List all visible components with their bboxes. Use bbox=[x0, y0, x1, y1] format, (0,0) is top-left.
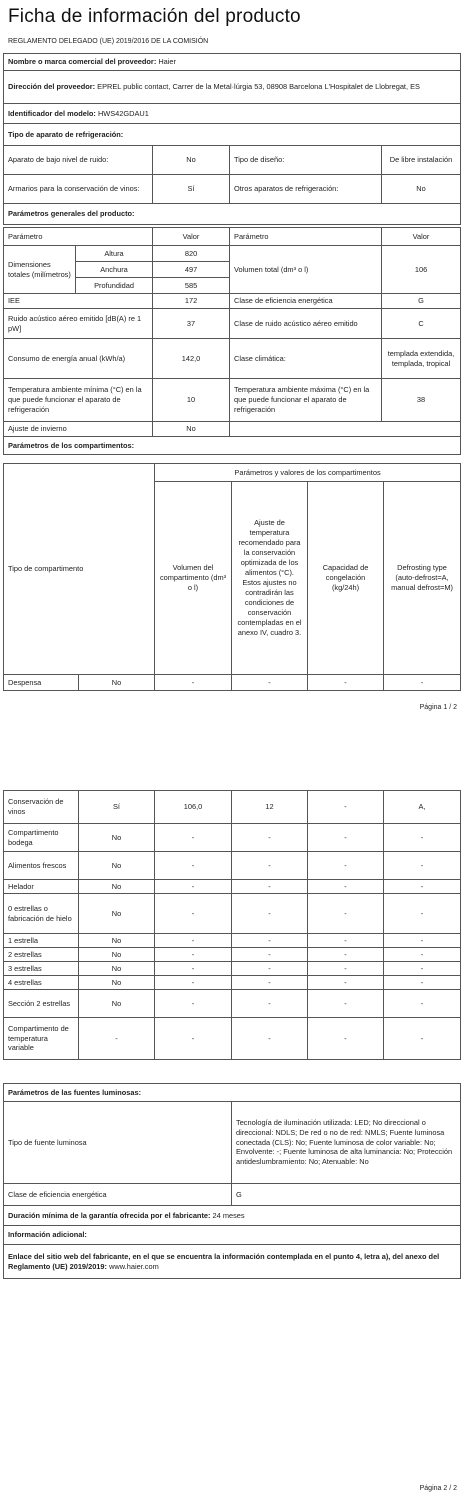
compartment-temp-header: Ajuste de temperatura recomendado para la conservación optimizada de los alimentos (°C). Estos ajustes no contradirán las condiciones de conservación contempladas en el anexo IV, cuadro 3. bbox=[232, 482, 308, 675]
compartment-temp-cell: - bbox=[232, 852, 308, 880]
winter-label: Ajuste de invierno bbox=[4, 422, 153, 437]
compartment-name-cell: Alimentos frescos bbox=[4, 852, 79, 880]
compartment-name-cell: Sección 2 estrellas bbox=[4, 990, 79, 1018]
compartment-name-cell: 3 estrellas bbox=[4, 962, 79, 976]
compartment-temp-cell: - bbox=[232, 990, 308, 1018]
compartment-freeze-cell: - bbox=[308, 962, 384, 976]
compartment-temp-cell: - bbox=[232, 824, 308, 852]
compartment-defrost-cell: - bbox=[384, 962, 461, 976]
table-row bbox=[4, 948, 461, 962]
compartment-present-cell: No bbox=[79, 852, 155, 880]
compartment-name-cell: Conservación de vinos bbox=[4, 791, 79, 824]
warranty-row bbox=[4, 1206, 461, 1226]
compartment-name-cell: 2 estrellas bbox=[4, 948, 79, 962]
compartment-present-cell: No bbox=[79, 880, 155, 894]
light-section-title: Parámetros de las fuentes luminosas: bbox=[4, 1084, 461, 1102]
compartment-defrost-header: Defrosting type (auto-defrost=A, manual defrost=M) bbox=[384, 482, 461, 675]
min-temp-label: Temperatura ambiente mínima (°C) en la que puede funcionar el aparato de refrigeración bbox=[4, 379, 153, 422]
table-row bbox=[4, 675, 461, 691]
climate-value: templada extendida, templada, tropical bbox=[382, 339, 461, 379]
efficiency-value: G bbox=[382, 294, 461, 309]
compartment-temp-cell: - bbox=[232, 948, 308, 962]
light-class-label: Clase de eficiencia energética bbox=[4, 1184, 232, 1206]
compartment-freeze-cell: - bbox=[308, 824, 384, 852]
appliance-section-title: Tipo de aparato de refrigeración: bbox=[4, 124, 461, 146]
empty-cell bbox=[230, 422, 461, 437]
supplier-table bbox=[3, 53, 461, 225]
compartment-freeze-cell: - bbox=[308, 675, 384, 691]
page-title: Ficha de información del producto bbox=[8, 6, 301, 27]
general-section-title: Parámetros generales del producto: bbox=[4, 204, 461, 225]
compartment-volume-header: Volumen del compartimento (dm³ o l) bbox=[155, 482, 232, 675]
eei-label: IEE bbox=[4, 294, 153, 309]
compartment-present-cell: No bbox=[79, 976, 155, 990]
noise-value: 37 bbox=[153, 309, 230, 339]
compartment-defrost-cell: - bbox=[384, 990, 461, 1018]
model-label: Identificador del modelo: bbox=[8, 108, 96, 118]
compartment-freeze-cell: - bbox=[308, 990, 384, 1018]
noise-label: Ruido acústico aéreo emitido [dB(A) re 1 pW] bbox=[4, 309, 153, 339]
page-1 bbox=[0, 0, 462, 730]
compartment-temp-cell: - bbox=[232, 675, 308, 691]
compartment-volume-cell: - bbox=[155, 934, 232, 948]
compartment-volume-cell: - bbox=[155, 675, 232, 691]
compartment-temp-cell: - bbox=[232, 962, 308, 976]
min-temp-value: 10 bbox=[153, 379, 230, 422]
compartment-name-cell: 0 estrellas o fabricación de hielo bbox=[4, 894, 79, 934]
compartment-present-cell: No bbox=[79, 675, 155, 691]
compartment-name-cell: Despensa bbox=[4, 675, 79, 691]
page-2 bbox=[0, 760, 462, 1500]
general-params-table bbox=[3, 227, 461, 455]
depth-label: Profundidad bbox=[76, 278, 153, 294]
noise-class-value: C bbox=[382, 309, 461, 339]
compartment-type-header: Tipo de compartimento bbox=[4, 464, 155, 675]
param-header: Parámetro bbox=[4, 228, 153, 246]
compartment-freeze-cell: - bbox=[308, 880, 384, 894]
compartment-temp-cell: - bbox=[232, 934, 308, 948]
height-label: Altura bbox=[76, 246, 153, 262]
compartment-defrost-cell: - bbox=[384, 852, 461, 880]
table-row bbox=[4, 976, 461, 990]
energy-value: 142,0 bbox=[153, 339, 230, 379]
manufacturer-link-label: Enlace del sitio web del fabricante, en el que se encuentra la información contemplada en el punto 4, letra a), del anexo del Reglamento (UE) 2019/2019: bbox=[8, 1251, 440, 1271]
table-row bbox=[4, 791, 461, 824]
climate-label: Clase climática: bbox=[230, 339, 382, 379]
width-label: Anchura bbox=[76, 262, 153, 278]
eei-value: 172 bbox=[153, 294, 230, 309]
param-header-2: Parámetro bbox=[230, 228, 382, 246]
winter-value: No bbox=[153, 422, 230, 437]
compartment-defrost-cell: - bbox=[384, 675, 461, 691]
model-value: HWS42GDAU1 bbox=[97, 108, 149, 118]
compartments-table-page2 bbox=[3, 790, 461, 1060]
compartment-volume-cell: - bbox=[155, 894, 232, 934]
manufacturer-link-row bbox=[4, 1245, 461, 1279]
max-temp-value: 38 bbox=[382, 379, 461, 422]
compartment-temp-cell: - bbox=[232, 1018, 308, 1060]
compartment-rows-page1 bbox=[4, 675, 461, 691]
compartment-defrost-cell: A, bbox=[384, 791, 461, 824]
warranty-value: 24 meses bbox=[212, 1210, 245, 1220]
compartments-section-title: Parámetros de los compartimentos: bbox=[4, 437, 461, 455]
compartment-present-cell: Sí bbox=[79, 791, 155, 824]
compartment-volume-cell: - bbox=[155, 824, 232, 852]
compartment-group-header: Parámetros y valores de los compartimentos bbox=[155, 464, 461, 482]
light-type-label: Tipo de fuente luminosa bbox=[4, 1102, 232, 1184]
compartment-freeze-cell: - bbox=[308, 934, 384, 948]
compartment-name-cell: Compartimento de temperatura variable bbox=[4, 1018, 79, 1060]
light-table bbox=[3, 1083, 461, 1279]
address-label: Dirección del proveedor: bbox=[8, 82, 96, 91]
compartment-present-cell: - bbox=[79, 1018, 155, 1060]
compartment-name-cell: Compartimento bodega bbox=[4, 824, 79, 852]
compartment-volume-cell: - bbox=[155, 880, 232, 894]
design-value: De libre instalación bbox=[382, 146, 461, 175]
value-header-2: Valor bbox=[382, 228, 461, 246]
compartment-present-cell: No bbox=[79, 962, 155, 976]
address-row bbox=[4, 71, 461, 104]
efficiency-label: Clase de eficiencia energética bbox=[230, 294, 382, 309]
compartment-present-cell: No bbox=[79, 824, 155, 852]
brand-value: Haier bbox=[158, 57, 177, 66]
table-row bbox=[4, 852, 461, 880]
page-number-2: Página 2 / 2 bbox=[419, 1485, 457, 1492]
compartment-volume-cell: - bbox=[155, 1018, 232, 1060]
compartment-present-cell: No bbox=[79, 948, 155, 962]
width-value: 497 bbox=[153, 262, 230, 278]
dimensions-label: Dimensiones totales (milímetros) bbox=[4, 246, 76, 294]
additional-info-title: Información adicional: bbox=[4, 1226, 461, 1245]
compartment-temp-cell: - bbox=[232, 976, 308, 990]
compartment-volume-cell: - bbox=[155, 976, 232, 990]
table-row bbox=[4, 934, 461, 948]
compartment-volume-cell: 106,0 bbox=[155, 791, 232, 824]
compartment-defrost-cell: - bbox=[384, 948, 461, 962]
compartment-rows-page2 bbox=[4, 791, 461, 1060]
compartment-present-cell: No bbox=[79, 990, 155, 1018]
compartment-freeze-cell: - bbox=[308, 894, 384, 934]
compartment-freeze-cell: - bbox=[308, 948, 384, 962]
compartment-temp-cell: - bbox=[232, 894, 308, 934]
energy-label: Consumo de energía anual (kWh/a) bbox=[4, 339, 153, 379]
compartments-table-page1 bbox=[3, 463, 461, 691]
wine-value: Sí bbox=[153, 175, 230, 204]
warranty-label: Duración mínima de la garantía ofrecida por el fabricante: bbox=[8, 1210, 211, 1220]
compartment-defrost-cell: - bbox=[384, 894, 461, 934]
compartment-name-cell: 4 estrellas bbox=[4, 976, 79, 990]
compartment-defrost-cell: - bbox=[384, 934, 461, 948]
light-type-value: Tecnología de iluminación utilizada: LED; No direccional o direccional: NDLS; De red o no de red: NMLS; Fuente luminosa conectada (CLS): No; Fuente luminosa de color variable: No; Envolvente: -; Fuente luminosa de alta luminancia: No; Protección antideslumbramiento: No; Atenuable: No bbox=[232, 1102, 461, 1184]
compartment-volume-cell: - bbox=[155, 962, 232, 976]
value-header: Valor bbox=[153, 228, 230, 246]
noise-class-label: Clase de ruido acústico aéreo emitido bbox=[230, 309, 382, 339]
model-row bbox=[4, 104, 461, 124]
compartment-freeze-cell: - bbox=[308, 852, 384, 880]
table-row bbox=[4, 990, 461, 1018]
other-appliance-value: No bbox=[382, 175, 461, 204]
page-number-1: Página 1 / 2 bbox=[419, 704, 457, 711]
max-temp-label: Temperatura ambiente máxima (°C) en la que puede funcionar el aparato de refrigeración bbox=[230, 379, 382, 422]
manufacturer-link-value: www.haier.com bbox=[109, 1261, 159, 1271]
compartment-defrost-cell: - bbox=[384, 1018, 461, 1060]
compartment-volume-cell: - bbox=[155, 948, 232, 962]
compartment-present-cell: No bbox=[79, 934, 155, 948]
low-noise-label: Aparato de bajo nivel de ruido: bbox=[4, 146, 153, 175]
compartment-freeze-cell: - bbox=[308, 976, 384, 990]
compartment-volume-cell: - bbox=[155, 990, 232, 1018]
compartment-present-cell: No bbox=[79, 894, 155, 934]
low-noise-value: No bbox=[153, 146, 230, 175]
light-class-value: G bbox=[232, 1184, 461, 1206]
wine-label: Armarios para la conservación de vinos: bbox=[4, 175, 153, 204]
volume-value: 106 bbox=[382, 246, 461, 294]
compartment-defrost-cell: - bbox=[384, 880, 461, 894]
compartment-freeze-cell: - bbox=[308, 1018, 384, 1060]
depth-value: 585 bbox=[153, 278, 230, 294]
table-row bbox=[4, 962, 461, 976]
design-label: Tipo de diseño: bbox=[230, 146, 382, 175]
compartment-freeze-cell: - bbox=[308, 791, 384, 824]
volume-label: Volumen total (dm³ o l) bbox=[230, 246, 382, 294]
table-row bbox=[4, 824, 461, 852]
compartment-freeze-header: Capacidad de congelación (kg/24h) bbox=[308, 482, 384, 675]
compartment-defrost-cell: - bbox=[384, 824, 461, 852]
compartment-name-cell: Helador bbox=[4, 880, 79, 894]
brand-row bbox=[4, 54, 461, 71]
other-appliance-label: Otros aparatos de refrigeración: bbox=[230, 175, 382, 204]
table-row bbox=[4, 894, 461, 934]
table-row bbox=[4, 880, 461, 894]
compartment-defrost-cell: - bbox=[384, 976, 461, 990]
brand-label: Nombre o marca comercial del proveedor: bbox=[8, 57, 157, 66]
compartment-temp-cell: - bbox=[232, 880, 308, 894]
table-row bbox=[4, 1018, 461, 1060]
height-value: 820 bbox=[153, 246, 230, 262]
address-value: EPREL public contact, Carrer de la Metal·lúrgia 53, 08908 Barcelona L'Hospitalet de Llobregat, ES bbox=[97, 82, 420, 91]
compartment-volume-cell: - bbox=[155, 852, 232, 880]
regulation-text: REGLAMENTO DELEGADO (UE) 2019/2016 DE LA COMISIÓN bbox=[8, 38, 209, 45]
compartment-name-cell: 1 estrella bbox=[4, 934, 79, 948]
compartment-temp-cell: 12 bbox=[232, 791, 308, 824]
